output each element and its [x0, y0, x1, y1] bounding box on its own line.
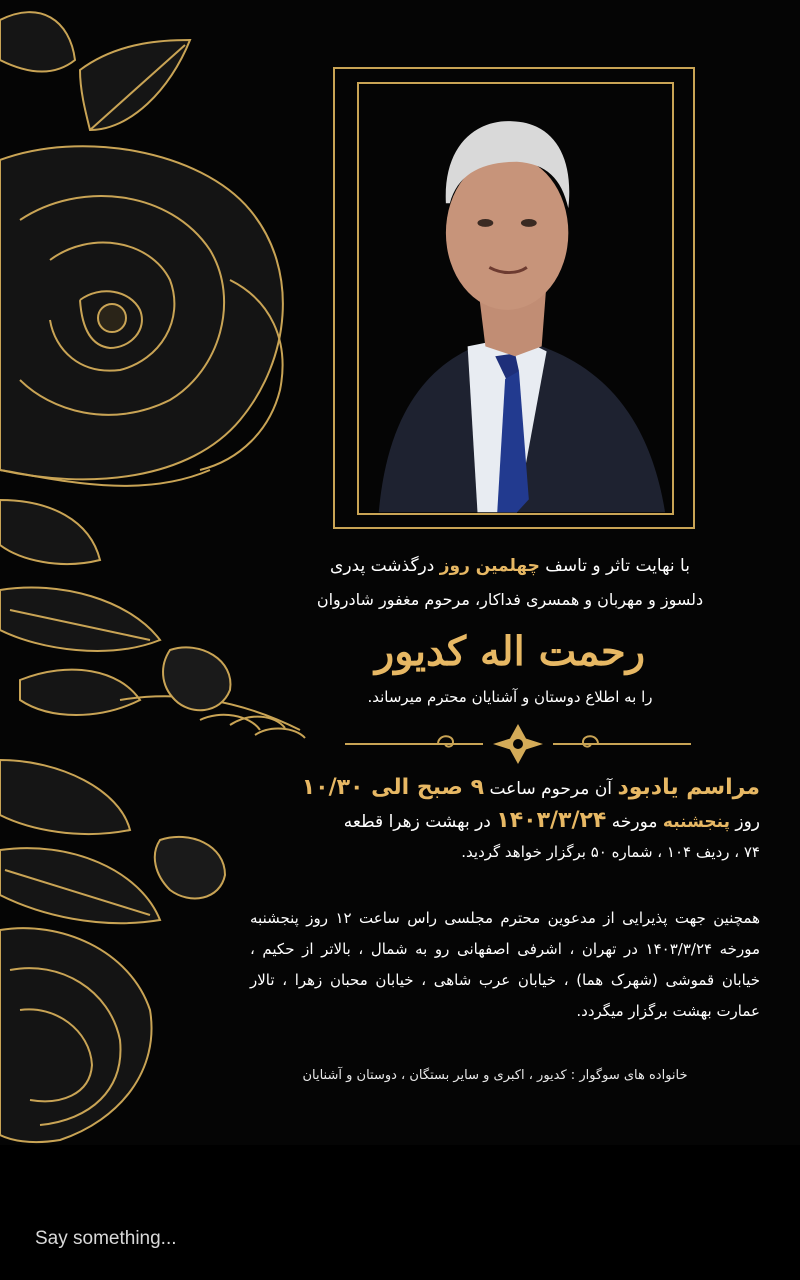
line1-text-end: درگذشت پدری	[330, 556, 440, 576]
line1-text-start: با نهایت تاثر و تاسف	[539, 556, 690, 576]
reception-details: همچنین جهت پذیرایی از مدعوین محترم مجلسی راس ساعت ۱۲ روز پنجشنبه مورخه ۱۴۰۳/۳/۲۴ در تهران ، اشرفی اصفهانی رو به شمال ، بالاتر از حکیم ، خیابان قموشی (شهرک هما) ، خیابان عرب شاهی ، خیابان محبان زهرا ، تالار عمارت بهشت برگزار میگردد.	[250, 909, 760, 1020]
ceremony-date: ۱۴۰۳/۳/۲۴	[496, 808, 607, 833]
ceremony-place: در بهشت زهرا قطعه	[343, 812, 497, 832]
ceremony-time: ۹ صبح الی ۱۰/۳۰	[301, 775, 485, 800]
deceased-name: رحمت اله کدیور	[374, 628, 646, 675]
ceremony-text: آن مرحوم ساعت	[484, 779, 618, 799]
ceremony-day: پنجشنبه	[662, 812, 730, 832]
fortieth-day-text: چهلمین روز	[439, 556, 540, 576]
portrait-photo	[357, 82, 674, 515]
mourning-families: خانواده های سوگوار : کدیور ، اکبری و سایر بستگان ، دوستان و آشنایان	[302, 1068, 688, 1083]
ornament-divider	[343, 722, 693, 766]
date-prefix: مورخه	[606, 812, 663, 832]
reply-input[interactable]: Say something...	[35, 1228, 177, 1249]
ceremony-details	[250, 772, 760, 866]
ceremony-title: مراسم یادبود	[617, 775, 760, 800]
ceremony-line-1	[250, 772, 760, 805]
portrait-image	[359, 84, 672, 513]
announcement-line-1	[255, 556, 765, 576]
ceremony-line-3: ۷۴ ، ردیف ۱۰۴ ، شماره ۵۰ برگزار خواهد گردید.	[461, 843, 760, 861]
announcement-line-2: دلسوز و مهربان و همسری فداکار، مرحوم مغفور شادروان	[316, 590, 704, 609]
ceremony-line-2	[250, 805, 760, 838]
announcement-line-3: را به اطلاع دوستان و آشنایان محترم میرساند.	[367, 688, 653, 706]
day-prefix: روز	[729, 812, 760, 832]
